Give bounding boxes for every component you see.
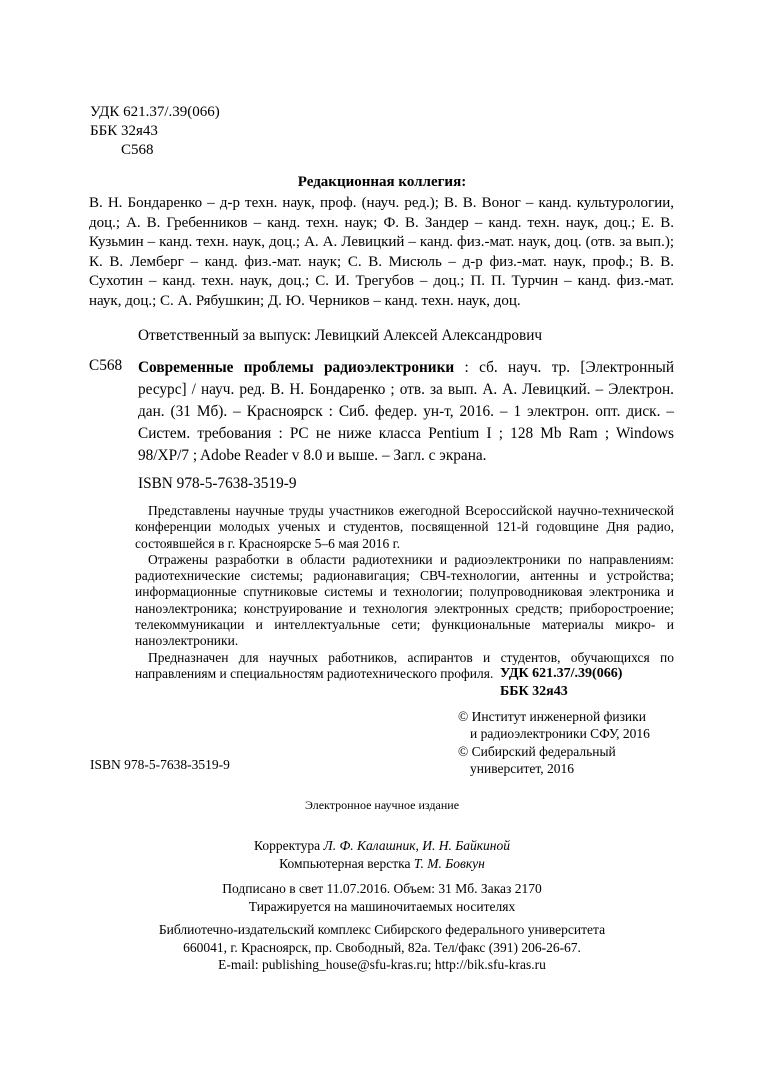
bbk-code: ББК 32я43 xyxy=(90,123,158,139)
copyright-line: © Институт инженерной физики xyxy=(458,709,646,724)
classification-footer xyxy=(500,665,622,701)
publication-info xyxy=(0,880,764,916)
isbn-main: ISBN 978-5-7638-3519-9 xyxy=(138,475,297,492)
editorial-board-list: В. Н. Бондаренко – д-р техн. наук, проф. (науч. ред.); В. В. Воног – канд. культурологии, доц.; А. В. Гребенников – канд. техн. наук; Ф. В. Зандер – канд. техн. наук, доц.; Е. В. Кузьмин – канд. техн. наук, доц.; А. А. Левицкий – канд. физ.-мат. наук, доц. (отв. за вып.); К. В. Лемберг – канд. физ.-мат. наук; С. В. Мисюль – д-р физ.-мат. наук, проф.; В. В. Сухотин – канд. техн. наук, доц.; С. И. Трегубов – доц.; П. П. Турчин – канд. физ.-мат. наук, доц.; С. А. Рябушкин; Д. Ю. Черников – канд. техн. наук, доц. xyxy=(89,195,674,309)
publisher-contacts: E-mail: publishing_house@sfu-kras.ru; http://bik.sfu-kras.ru xyxy=(218,957,546,972)
bibliographic-record xyxy=(138,357,674,467)
layout-credit xyxy=(0,855,764,873)
bbk-code-footer: ББК 32я43 xyxy=(500,684,568,699)
isbn-footer: ISBN 978-5-7638-3519-9 xyxy=(90,757,230,772)
credit-names: Т. М. Бовкун xyxy=(413,856,485,871)
signed-line: Подписано в свет 11.07.2016. Объем: 31 Мб. Заказ 2170 xyxy=(222,881,542,896)
distribution-line: Тиражируется на машиночитаемых носителях xyxy=(248,899,516,914)
editorial-board-title: Редакционная коллегия: xyxy=(297,174,467,190)
credits xyxy=(0,837,764,873)
publisher-address: 660041, г. Красноярск, пр. Свободный, 82а. Тел/факс (391) 206-26-67. xyxy=(183,939,581,955)
copyright-line: и радиоэлектроники СФУ, 2016 xyxy=(470,726,650,741)
credit-label: Корректура xyxy=(254,838,324,853)
copyright-line: © Сибирский федеральный xyxy=(458,744,616,759)
copyright-university xyxy=(458,743,616,777)
annotation-paragraph: Представлены научные труды участников ежегодной Всероссийской научно-технической конференции молодых ученых и студентов, посвященной 121-й годовщине Дня радио, состоявшейся в г. Красноярске 5–6 мая 2016 г. xyxy=(135,503,674,551)
classification-header xyxy=(90,103,220,160)
proofreading-credit xyxy=(0,837,764,855)
credit-names: Л. Ф. Калашник, И. Н. Байкиной xyxy=(323,838,510,853)
credit-label: Компьютерная верстка xyxy=(279,856,414,871)
annotation xyxy=(135,503,674,682)
udk-code: УДК 621.37/.39(066) xyxy=(90,104,220,120)
author-mark: С568 xyxy=(121,142,154,158)
udk-code-footer: УДК 621.37/.39(066) xyxy=(500,666,623,681)
annotation-paragraph: Предназначен для научных работников, аспирантов и студентов, обучающихся по направлениям и специальностям радиотехнического профиля. xyxy=(135,649,674,681)
copyright-institute xyxy=(458,708,650,742)
bib-description: : сб. науч. тр. [Электронный ресурс] / науч. ред. В. Н. Бондаренко ; отв. за вып. А. А. Левицкий. – Электрон. дан. (31 Мб). – Красноярск : Сиб. федер. ун-т, 2016. – 1 электрон. опт. диск. – Систем. требования : PC не ниже класса Pentium I ; 128 Mb Ram ; Windows 98/XP/7 ; Adobe Reader v 8.0 и выше. – Загл. с экрана. xyxy=(138,359,675,464)
publisher-info xyxy=(0,921,764,974)
bib-author-mark: С568 xyxy=(89,357,123,374)
annotation-paragraph: Отражены разработки в области радиотехники и радиоэлектроники по направлениям: радиотехнические системы; радионавигация; СВЧ-технологии, антенны и устройства; информационные спутниковые системы и технологии; полупроводниковая электроника и наноэлектроника; конструирование и технология электронных средств; приборостроение; телекоммуникации и интеллектуальные сети; функциональные материалы микро- и наноэлектроники. xyxy=(135,551,674,649)
publisher-name: Библиотечно-издательский комплекс Сибирского федерального университета xyxy=(158,922,606,937)
edition-type: Электронное научное издание xyxy=(304,798,460,812)
copyright-line: университет, 2016 xyxy=(470,761,574,776)
book-title: Современные проблемы радиоэлектроники xyxy=(138,359,455,376)
responsible-editor: Ответственный за выпуск: Левицкий Алексей Александрович xyxy=(138,327,543,344)
